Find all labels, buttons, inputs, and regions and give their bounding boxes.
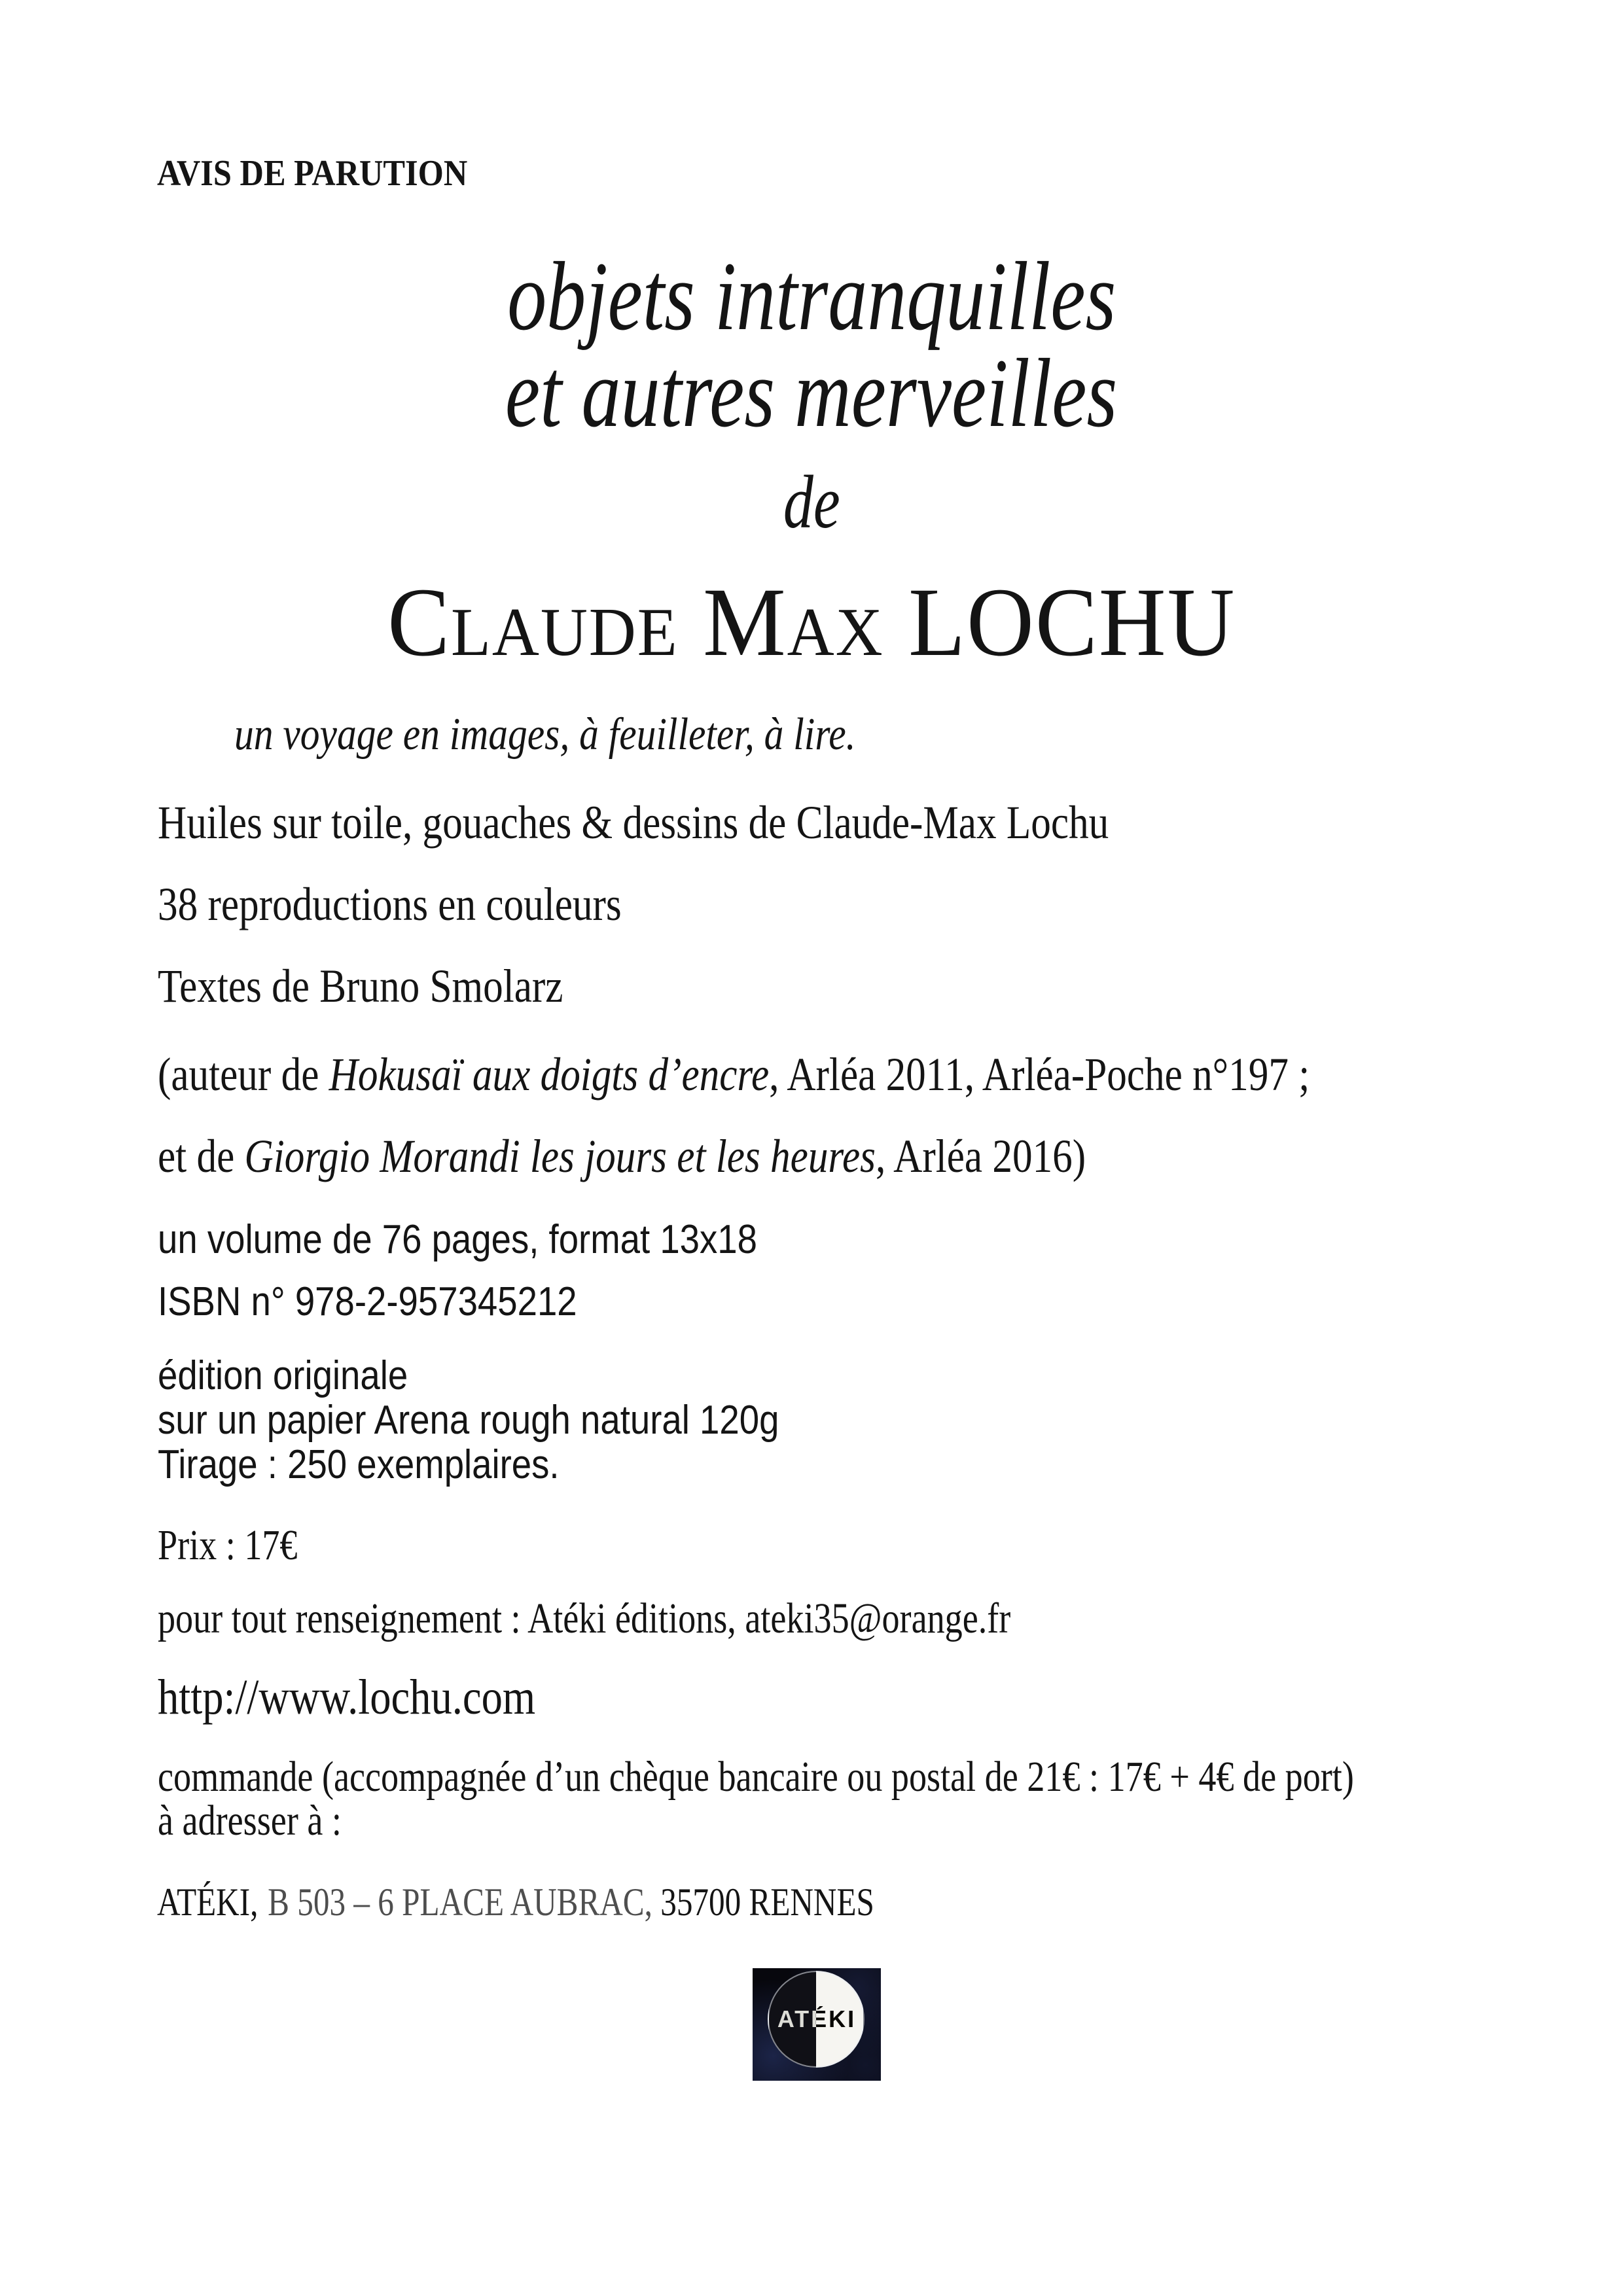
contact-pre: pour tout renseignement : Atéki éditions, <box>158 1595 745 1642</box>
order-line-1-text: commande (accompagnée d’un chèque bancaire ou postal de 21€ : 17€ + 4€ de port) <box>158 1753 1354 1801</box>
author-note-2-book-title: Giorgio Morandi les jours et les heures <box>244 1130 876 1182</box>
notice-header <box>157 155 502 192</box>
logo-wordmark: ATÉKI <box>777 2005 857 2032</box>
edition-line-1 <box>158 1354 864 1398</box>
edition-line-2 <box>158 1398 864 1443</box>
book-title-line-1 <box>0 242 1623 351</box>
book-title-line-2-text: et autres merveilles <box>505 339 1118 448</box>
contact-line <box>158 1597 1198 1640</box>
order-line-2-text: à adresser à : <box>158 1797 342 1845</box>
author-name-text: Claude Max LOCHU <box>387 568 1236 677</box>
title-connector-text: de <box>783 461 840 544</box>
author-note-2-segments <box>158 1130 1086 1182</box>
edition-line-3 <box>158 1443 864 1487</box>
reproductions-line <box>158 878 704 930</box>
website-line <box>158 1670 602 1725</box>
volume-spec-text: un volume de 76 pages, format 13x18 <box>158 1217 757 1262</box>
address-publisher: ATÉKI, <box>157 1881 259 1924</box>
title-connector <box>0 461 1623 544</box>
price-line <box>158 1521 328 1569</box>
order-line-1 <box>158 1755 1616 1799</box>
author-name <box>0 568 1623 677</box>
texts-by-line <box>158 960 635 1012</box>
address-city: 35700 RENNES <box>652 1881 874 1924</box>
subtitle <box>234 709 965 760</box>
texts-by-text: Textes de Bruno Smolarz <box>158 960 563 1012</box>
order-line-2 <box>158 1799 1616 1843</box>
reproductions-text: 38 reproductions en couleurs <box>158 878 622 930</box>
website-url[interactable]: http://www.lochu.com <box>158 1670 536 1725</box>
author-note-1-post: , Arléa 2011, Arléa-Poche n°197 ; <box>769 1048 1310 1101</box>
author-note-line-2 <box>158 1130 1249 1182</box>
isbn-text: ISBN n° 978-2-957345212 <box>158 1279 577 1324</box>
author-note-1-segments <box>158 1048 1310 1101</box>
author-note-2-post: , Arléa 2016) <box>875 1130 1086 1182</box>
edition-block <box>158 1354 864 1487</box>
address-line <box>157 1882 1031 1922</box>
author-note-1-book-title: Hokusaï aux doigts d’encre <box>329 1048 770 1101</box>
edition-line-2-text: sur un papier Arena rough natural 120g <box>158 1398 779 1443</box>
book-title-line-2 <box>0 339 1623 448</box>
author-note-1-pre: (auteur de <box>158 1048 329 1101</box>
ateki-publisher-logo <box>753 1968 881 2081</box>
contact-email[interactable]: ateki35@orange.fr <box>745 1595 1011 1642</box>
medium-line <box>158 796 1277 849</box>
address-box: B 503 – 6 PLACE AUBRAC, <box>268 1881 652 1924</box>
contact-segments <box>158 1597 1010 1640</box>
subtitle-text: un voyage en images, à feuilleter, à lire. <box>234 709 856 760</box>
medium-text: Huiles sur toile, gouaches & dessins de Claude-Max Lochu <box>158 796 1109 849</box>
edition-line-3-text: Tirage : 250 exemplaires. <box>158 1442 560 1487</box>
price-text: Prix : 17€ <box>158 1521 298 1569</box>
author-note-line-1 <box>158 1048 1513 1101</box>
order-block <box>158 1755 1616 1843</box>
notice-header-text: AVIS DE PARUTION <box>157 153 468 194</box>
author-note-2-pre: et de <box>158 1130 245 1182</box>
edition-line-1-text: édition originale <box>158 1353 408 1398</box>
volume-spec-line <box>158 1217 839 1262</box>
isbn-line <box>158 1279 634 1324</box>
book-title-line-1-text: objets intranquilles <box>507 242 1116 351</box>
address-segments <box>157 1882 874 1922</box>
